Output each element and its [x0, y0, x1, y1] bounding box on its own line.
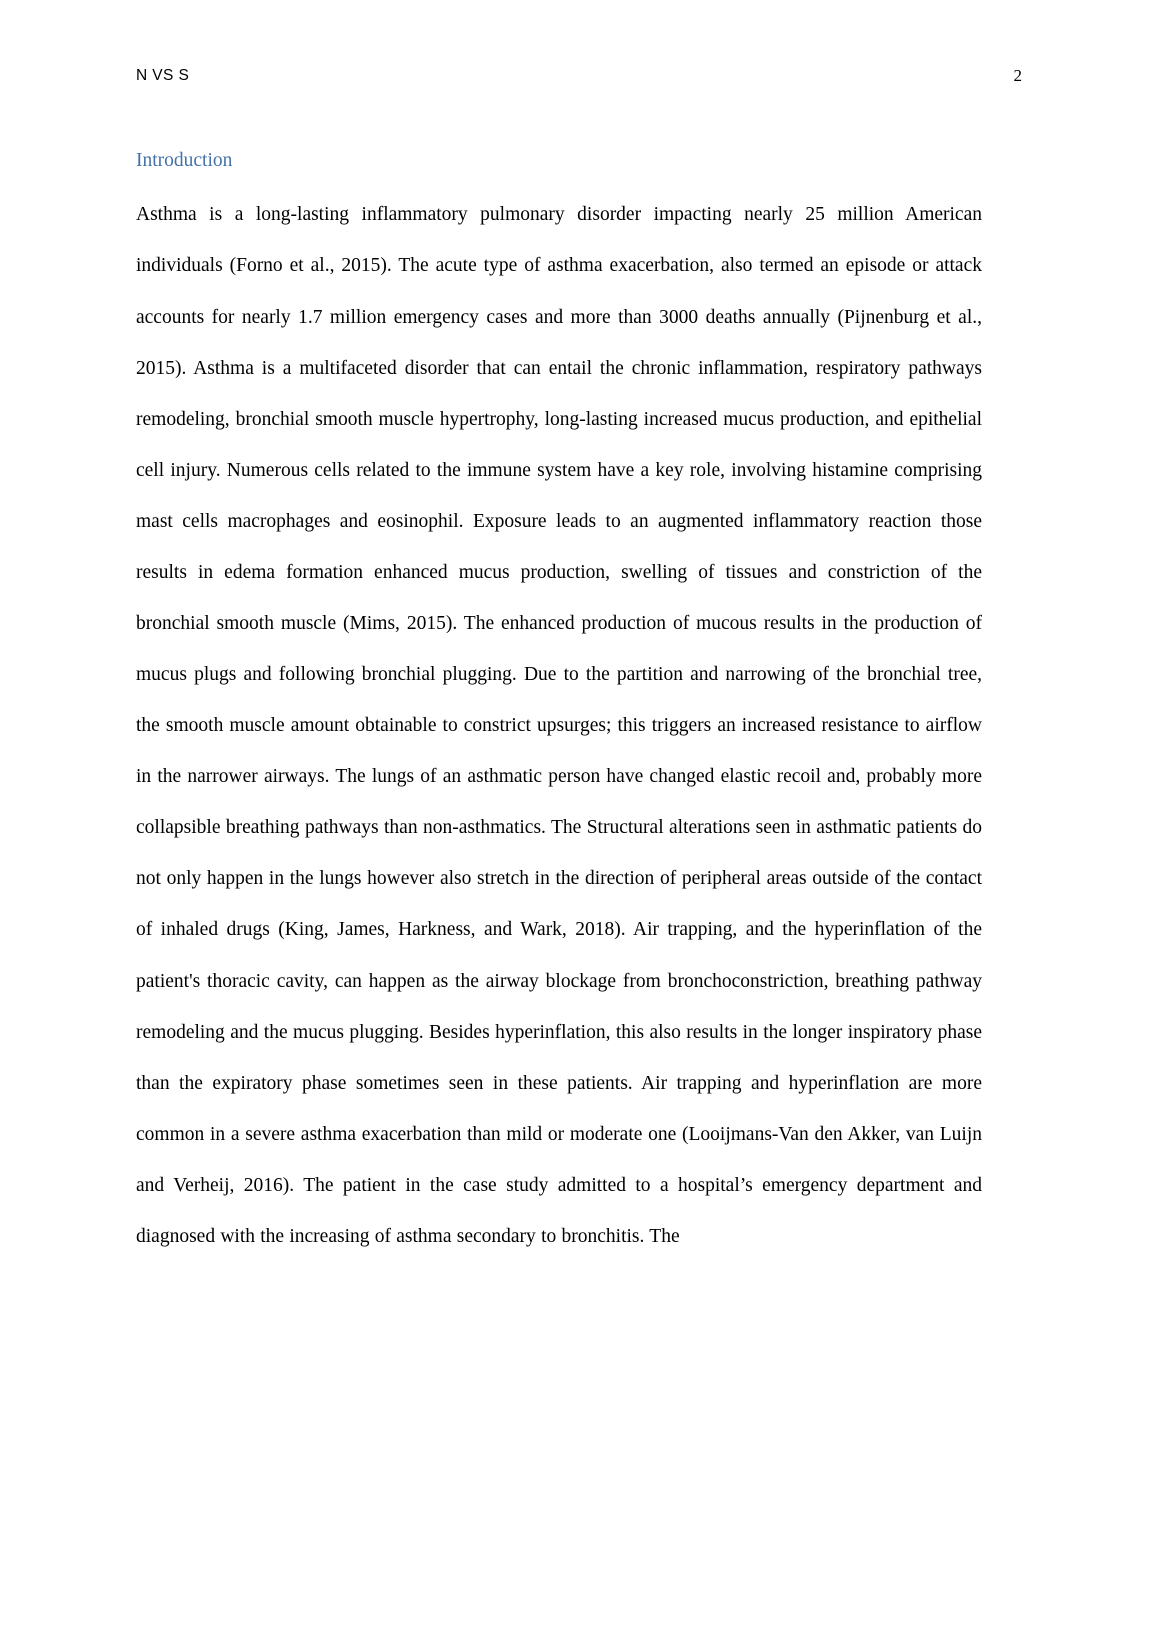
- page-header: [136, 64, 1022, 88]
- page-number: 2: [1013, 66, 1022, 85]
- document-body: [136, 148, 982, 1262]
- section-heading-introduction: Introduction: [136, 150, 233, 171]
- running-head: N VS S: [136, 67, 190, 84]
- introduction-paragraph: Asthma is a long-lasting inflammatory pulmonary disorder impacting nearly 25 million American individuals (Forno et al., 2015). The acute type of asthma exacerbation, also termed an episode or attack accounts for nearly 1.7 million emergency cases and more than 3000 deaths annually (Pijnenburg et al., 2015). Asthma is a multifaceted disorder that can entail the chronic inflammation, respiratory pathways remodeling, bronchial smooth muscle hypertrophy, long-lasting increased mucus production, and epithelial cell injury. Numerous cells related to the immune system have a key role, involving histamine comprising mast cells macrophages and eosinophil. Exposure leads to an augmented inflammatory reaction those results in edema formation enhanced mucus production, swelling of tissues and constriction of the bronchial smooth muscle (Mims, 2015). The enhanced production of mucous results in the production of mucus plugs and following bronchial plugging. Due to the partition and narrowing of the bronchial tree, the smooth muscle amount obtainable to constrict upsurges; this triggers an increased resistance to airflow in the narrower airways. The lungs of an asthmatic person have changed elastic recoil and, probably more collapsible breathing pathways than non-asthmatics. The Structural alterations seen in asthmatic patients do not only happen in the lungs however also stretch in the direction of peripheral areas outside of the contact of inhaled drugs (King, James, Harkness, and Wark, 2018). Air trapping, and the hyperinflation of the patient's thoracic cavity, can happen as the airway blockage from bronchoconstriction, breathing pathway remodeling and the mucus plugging. Besides hyperinflation, this also results in the longer inspiratory phase than the expiratory phase sometimes seen in these patients. Air trapping and hyperinflation are more common in a severe asthma exacerbation than mild or moderate one (Looijmans-Van den Akker, van Luijn and Verheij, 2016). The patient in the case study admitted to a hospital’s emergency department and diagnosed with the increasing of asthma secondary to bronchitis. The: [136, 204, 982, 1247]
